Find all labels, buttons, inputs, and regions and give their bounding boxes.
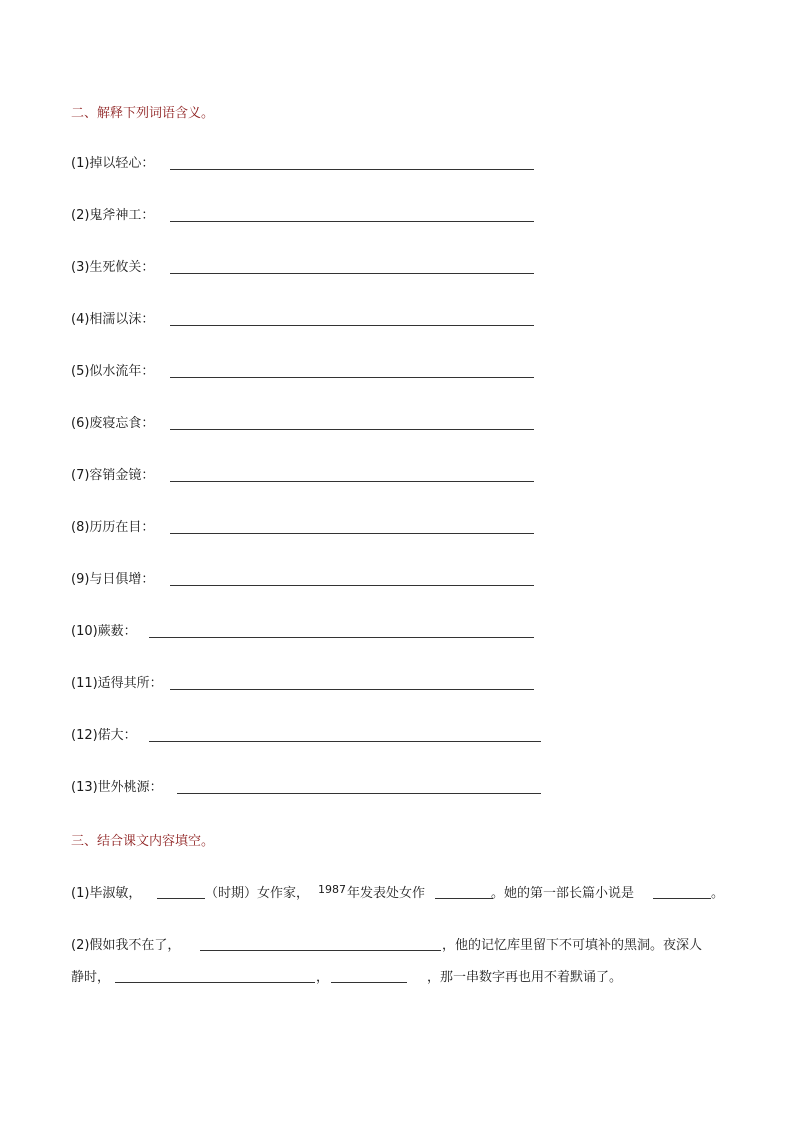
term-item-10 xyxy=(71,620,541,640)
term-label: (1)掉以轻心： xyxy=(71,156,155,171)
fill-question-2-line-2 xyxy=(71,966,671,986)
answer-blank[interactable] xyxy=(170,377,534,378)
term-label: (5)似水流年： xyxy=(71,364,155,379)
answer-blank[interactable] xyxy=(170,533,534,534)
q2-blank-1[interactable] xyxy=(200,950,441,951)
term-label: (13)世外桃源： xyxy=(71,780,163,795)
q1-blank-novel[interactable] xyxy=(653,898,711,899)
answer-blank[interactable] xyxy=(170,169,534,170)
q1-prefix: (1)毕淑敏， xyxy=(71,886,142,901)
term-item-9 xyxy=(71,568,541,588)
term-label: (8)历历在目： xyxy=(71,520,155,535)
q2-prefix: (2)假如我不在了， xyxy=(71,938,181,953)
q1-mid2: 年发表处女作 xyxy=(347,886,426,901)
term-item-12 xyxy=(71,724,546,744)
term-item-4 xyxy=(71,308,541,328)
term-label: (7)容销金镜： xyxy=(71,468,155,483)
term-item-2 xyxy=(71,204,541,224)
q1-blank-period[interactable] xyxy=(157,898,205,899)
answer-blank[interactable] xyxy=(170,689,534,690)
section-2-title: 二、解释下列词语含义。 xyxy=(71,106,215,121)
answer-blank[interactable] xyxy=(149,741,541,742)
answer-blank[interactable] xyxy=(177,793,541,794)
q2-end: ，那一串数字再也用不着默诵了。 xyxy=(427,970,623,985)
term-label: (11)适得其所： xyxy=(71,676,163,691)
q1-mid3: 。她的第一部长篇小说是 xyxy=(491,886,635,901)
q1-end: 。 xyxy=(711,886,725,901)
term-label: (10)蕨薮： xyxy=(71,624,137,639)
answer-blank[interactable] xyxy=(170,325,534,326)
answer-blank[interactable] xyxy=(170,221,534,222)
term-label: (6)废寝忘食： xyxy=(71,416,155,431)
term-label: (12)偌大： xyxy=(71,728,137,743)
term-item-8 xyxy=(71,516,541,536)
term-item-11 xyxy=(71,672,541,692)
term-item-1 xyxy=(71,152,541,172)
term-item-3 xyxy=(71,256,541,276)
answer-blank[interactable] xyxy=(170,273,534,274)
q2-blank-3[interactable] xyxy=(331,982,407,983)
term-item-13 xyxy=(71,776,546,796)
q1-blank-debut[interactable] xyxy=(435,898,493,899)
q1-year: 1987 xyxy=(318,883,346,896)
q2-line2-prefix: 静时， xyxy=(71,970,111,985)
answer-blank[interactable] xyxy=(170,585,534,586)
answer-blank[interactable] xyxy=(170,429,534,430)
term-item-7 xyxy=(71,464,541,484)
answer-blank[interactable] xyxy=(170,481,534,482)
term-label: (2)鬼斧神工： xyxy=(71,208,155,223)
answer-blank[interactable] xyxy=(149,637,534,638)
term-item-6 xyxy=(71,412,541,432)
term-label: (4)相濡以沫： xyxy=(71,312,155,327)
fill-question-1 xyxy=(71,882,731,902)
fill-question-2-line-1 xyxy=(71,934,726,954)
q2-comma: ， xyxy=(316,970,330,985)
section-3-title: 三、结合课文内容填空。 xyxy=(71,834,215,849)
q1-mid1: （时期）女作家， xyxy=(205,886,310,901)
q2-mid1: ，他的记忆库里留下不可填补的黑洞。夜深人 xyxy=(442,938,703,953)
q2-blank-2[interactable] xyxy=(115,982,315,983)
term-item-5 xyxy=(71,360,541,380)
term-label: (3)生死攸关： xyxy=(71,260,155,275)
term-label: (9)与日俱增： xyxy=(71,572,155,587)
